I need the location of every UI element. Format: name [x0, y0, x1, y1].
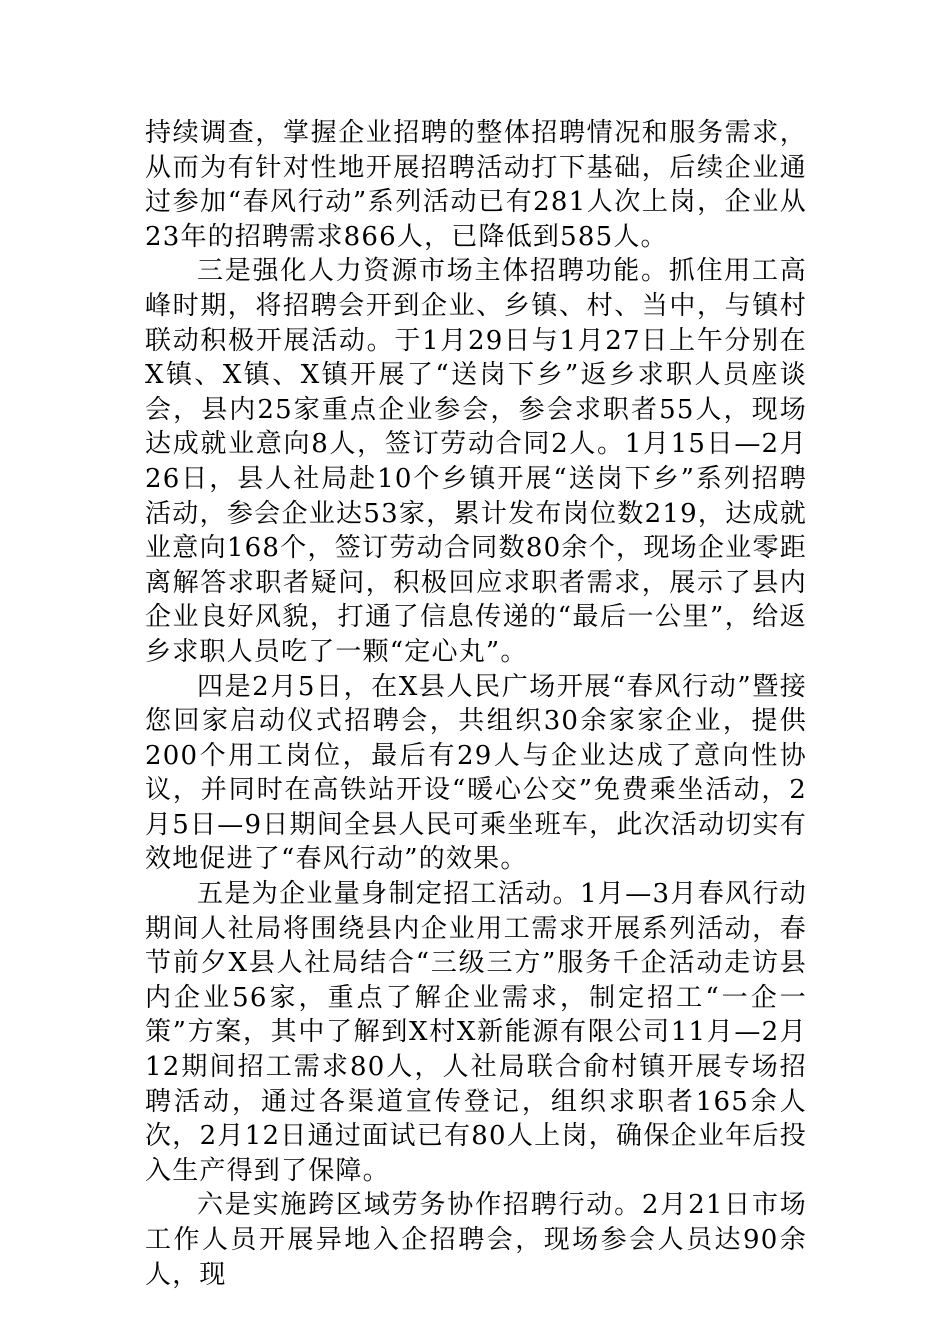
- paragraph-5: 六是实施跨区域劳务协作招聘行动。2月21日市场工作人员开展异地入企招聘会，现场参会人员达90余人，现: [145, 1190, 807, 1290]
- paragraph-4: 五是为企业量身制定招工活动。1月—3月春风行动期间人社局将围绕县内企业用工需求开展系列活动，春节前夕X县人社局结合“三级三方”服务千企活动走访县内企业56家，重点了解企业需求，制定招工“一企一策”方案，其中了解到X村X新能源有限公司11月—2月12期间招工需求80人，人社局联合俞村镇开展专场招聘活动，通过各渠道宣传登记，组织求职者165余人次，2月12日通过面试已有80人上岗，确保企业年后投入生产得到了保障。: [145, 879, 807, 1186]
- paragraph-3: 四是2月5日，在X县人民广场开展“春风行动”暨接您回家启动仪式招聘会，共组织30余家家企业，提供200个用工岗位，最后有29人与企业达成了意向性协议，并同时在高铁站开设“暖心公交”免费乘坐活动，2月5日—9日期间全县人民可乘坐班车，此次活动切实有效地促进了“春风行动”的效果。: [145, 671, 807, 875]
- paragraph-1: 持续调查，掌握企业招聘的整体招聘情况和服务需求，从而为有针对性地开展招聘活动打下基础，后续企业通过参加“春风行动”系列活动已有281人次上岗，企业从23年的招聘需求866人，已降低到585人。: [145, 118, 807, 252]
- paragraph-2: 三是强化人力资源市场主体招聘功能。抓住用工高峰时期，将招聘会开到企业、乡镇、村、当中，与镇村联动积极开展活动。于1月29日与1月27日上午分别在X镇、X镇、X镇开展了“送岗下乡”返乡求职人员座谈会，县内25家重点企业参会，参会求职者55人，现场达成就业意向8人，签订劳动合同2人。1月15日—2月26日，县人社局赴10个乡镇开展“送岗下乡”系列招聘活动，参会企业达53家，累计发布岗位数219，达成就业意向168个，签订劳动合同数80余个，现场企业零距离解答求职者疑问，积极回应求职者需求，展示了县内企业良好风貌，打通了信息传递的“最后一公里”，给返乡求职人员吃了一颗“定心丸”。: [145, 256, 807, 667]
- document-body: [145, 116, 807, 1292]
